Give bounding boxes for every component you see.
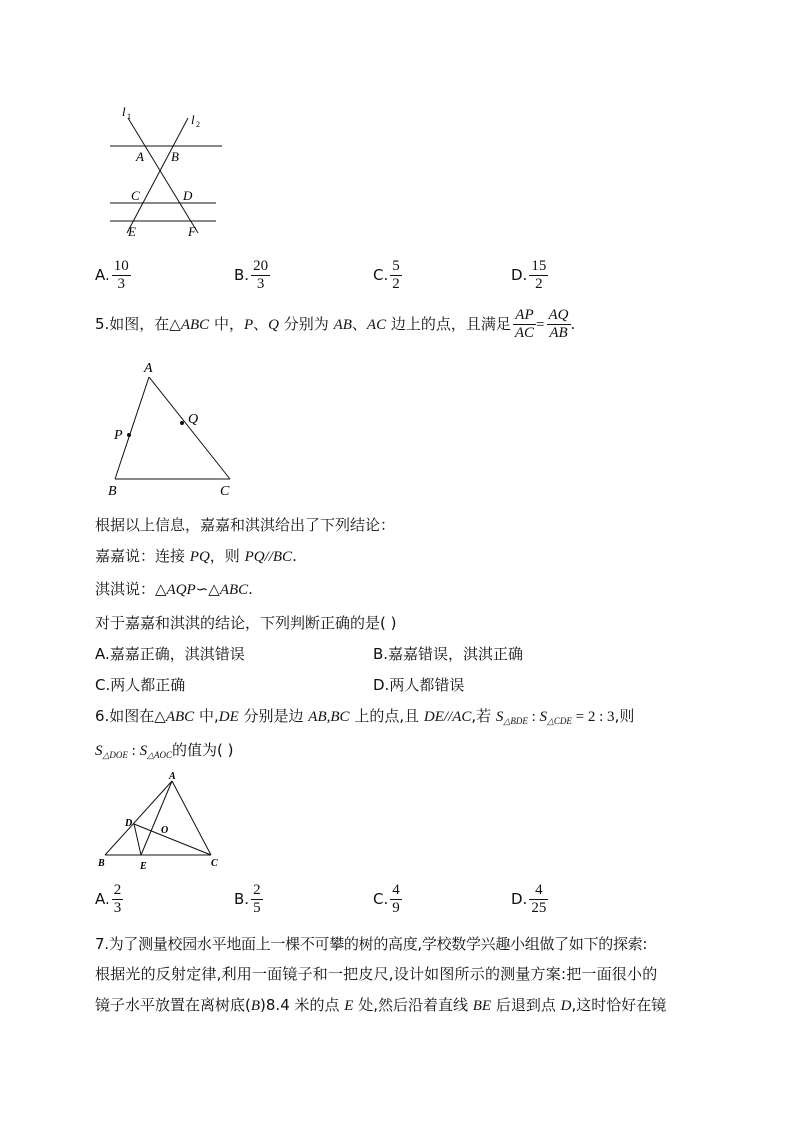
- q7-line-2: 根据光的反射定律,利用一面镜子和一把皮尺,设计如图所示的测量方案:把一面很小的: [95, 965, 658, 983]
- label-l1: l: [122, 104, 126, 119]
- label-B: B: [98, 858, 105, 869]
- q5-option-d[interactable]: D.两人都错误: [373, 676, 465, 694]
- q6-option-d[interactable]: D. $\frac{4}{25}$: [511, 882, 547, 916]
- q6-stem: 6.如图在△ABC 中,DE 分别是边 AB,BC 上的点,且 DE//AC,若 $S_{\triangle BDE}$ : $S_{\triangle CDE} = 2$ : 3,则: [95, 707, 635, 726]
- label-E: E: [128, 224, 136, 239]
- q5-fraction-ap-ac: $\frac{AP}{AC}$: [514, 307, 535, 341]
- label-C: C: [211, 858, 218, 869]
- q6-option-a[interactable]: A. $\frac{2}{3}$: [95, 882, 122, 916]
- q5-option-b[interactable]: B.嘉嘉错误，淇淇正确: [373, 645, 524, 663]
- label-F: F: [188, 224, 196, 239]
- label-P: P: [114, 428, 123, 443]
- parallel-lines-figure: [100, 100, 230, 240]
- label-B: B: [108, 484, 117, 499]
- q5-stem: 5.如图，在△ABC 中，P、Q 分别为 AB、AC 边上的点，且满足 $\frac{AP}{AC}$ = $\frac{AQ}{AB}$ .: [95, 307, 576, 341]
- q5-fraction-aq-ab: $\frac{AQ}{AB}$: [548, 307, 569, 341]
- label-C: C: [131, 188, 140, 203]
- q5-jiajia: 嘉嘉说：连接 PQ，则 PQ//BC.: [95, 547, 297, 565]
- label-E: E: [140, 861, 147, 872]
- label-A: A: [136, 149, 144, 164]
- q4-option-d[interactable]: D. $\frac{15}{2}$: [511, 258, 547, 292]
- label-Q: Q: [188, 412, 199, 427]
- label-O: O: [161, 825, 169, 836]
- q5-qiqi: 淇淇说：△AQP∽△ABC.: [95, 580, 253, 598]
- triangle-de-figure: [95, 768, 230, 873]
- label-B: B: [171, 149, 179, 164]
- label-A: A: [169, 771, 176, 782]
- q6-option-c[interactable]: C. $\frac{4}{9}$: [373, 882, 400, 916]
- label-D: D: [125, 818, 133, 829]
- q7-line-3: 镜子水平放置在离树底(B)8.4 米的点 E 处,然后沿着直线 BE 后退到点 D,这时恰好在镜: [95, 996, 667, 1014]
- label-l2: l: [191, 112, 195, 127]
- q4-option-c[interactable]: C. $\frac{5}{2}$: [373, 258, 400, 292]
- q7-line-1: 7.为了测量校园水平地面上一棵不可攀的树的高度,学校数学兴趣小组做了如下的探索:: [95, 935, 648, 953]
- q5-info: 根据以上信息，嘉嘉和淇淇给出了下列结论：: [95, 516, 396, 534]
- triangle-abc-figure: [100, 355, 245, 505]
- q5-option-a[interactable]: A.嘉嘉正确，淇淇错误: [95, 645, 245, 663]
- q6-option-b[interactable]: B. $\frac{2}{5}$: [234, 882, 261, 916]
- label-C: C: [220, 484, 230, 499]
- q6-stem-line2: $S_{\triangle DOE}$ : $S_{\triangle AOC}$的值为( ): [95, 741, 234, 760]
- q5-question: 对于嘉嘉和淇淇的结论，下列判断正确的是( ): [95, 614, 397, 632]
- label-D: D: [183, 188, 193, 203]
- label-l1-sub: 1: [127, 112, 131, 121]
- q4-option-b[interactable]: B. $\frac{20}{3}$: [234, 258, 269, 292]
- q4-option-a[interactable]: A. $\frac{10}{3}$: [95, 258, 129, 292]
- label-A: A: [144, 361, 153, 376]
- q5-option-c[interactable]: C.两人都正确: [95, 676, 186, 694]
- label-l2-sub: 2: [196, 120, 200, 129]
